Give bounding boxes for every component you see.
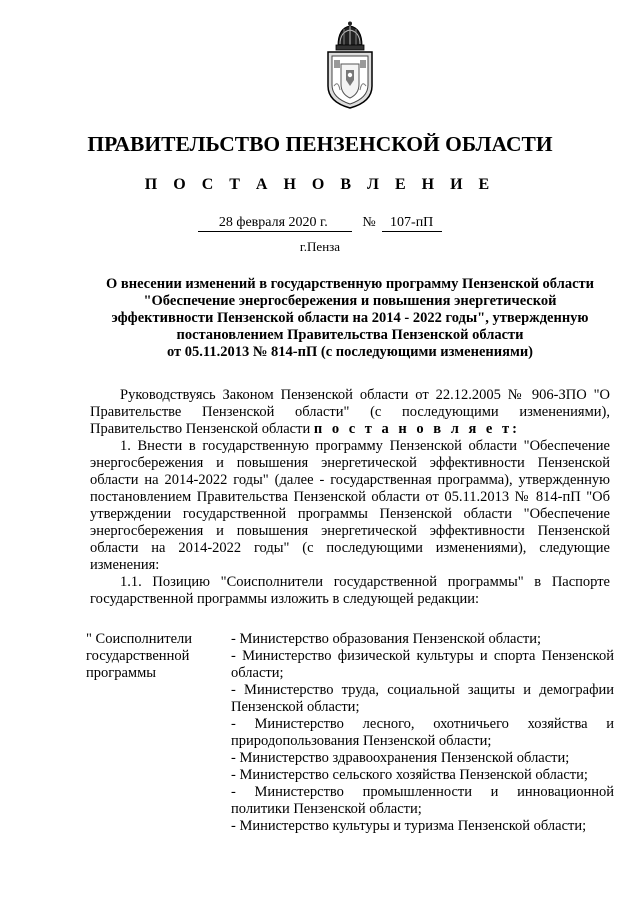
decree-city: г.Пенза	[299, 239, 341, 254]
item-1-1-paragraph: 1.1. Позицию "Соисполнители государственной программы" в Паспорте государственной программы изложить в следующей редакции:	[90, 574, 610, 607]
co-executor-item: - Министерство здравоохранения Пензенской области;	[231, 750, 570, 766]
co-executor-item: - Министерство культуры и туризма Пензенской области;	[231, 818, 587, 834]
co-executor-item: - Министерство лесного, охотничьего хозяйства и природопользования Пензенской области;	[231, 716, 614, 749]
co-executor-item: - Министерство труда, социальной защиты и демографии Пензенской области;	[231, 682, 614, 715]
number-sign: №	[362, 215, 376, 230]
position-label	[86, 631, 226, 682]
coat-of-arms-emblem	[324, 20, 376, 110]
position-label-line: государственной	[86, 648, 190, 664]
preamble-text: Руководствуясь Законом Пензенской области от 22.12.2005 № 906-ЗПО "О Правительстве Пензенской области" (с последующими изменениями), Правительство Пензенской области	[90, 387, 610, 437]
subject-line: О внесении изменений в государственную программу Пензенской области	[105, 276, 594, 292]
preamble-paragraph	[90, 387, 610, 438]
decree-body	[90, 387, 610, 608]
subject-line: "Обеспечение энергосбережения и повышения энергетической	[143, 293, 557, 309]
item-1-paragraph: 1. Внести в государственную программу Пензенской области "Обеспечение энергосбережения и повышения энергетической эффективности Пензенской области на 2014-2022 годы" (далее - государственная программа), утвержденную постановлением Правительства Пензенской области от 05.11.2013 № 814-пП "Об утверждении государственной программы Пензенской области "Обеспечение энергосбережения и повышения энергетической эффективности Пензенской области на 2014-2022 годы" (с последующими изменениями), следующие изменения:	[90, 438, 610, 573]
co-executor-item: - Министерство образования Пензенской области;	[231, 631, 542, 647]
co-executors-list	[231, 631, 614, 835]
organization-title: ПРАВИТЕЛЬСТВО ПЕНЗЕНСКОЙ ОБЛАСТИ	[87, 132, 553, 156]
decree-date: 28 февраля 2020 г.	[198, 215, 352, 232]
co-executor-item: - Министерство промышленности и инновационной политики Пензенской области;	[231, 784, 614, 817]
resolves-emphasis: п о с т а н о в л я е т:	[313, 421, 520, 437]
decree-number: 107-пП	[382, 215, 442, 232]
position-label-line: программы	[86, 665, 156, 681]
co-executor-item: - Министерство физической культуры и спорта Пензенской области;	[231, 648, 614, 681]
subject-line: от 05.11.2013 № 814-пП (с последующими изменениями)	[166, 344, 534, 360]
decree-date-number-line	[0, 215, 640, 232]
position-label-line: " Соисполнители	[86, 631, 193, 647]
subject-line: эффективности Пензенской области на 2014 - 2022 годы", утвержденную	[111, 310, 589, 326]
document-type-heading: П О С Т А Н О В Л Е Н И Е	[144, 176, 496, 193]
subject-line: постановлением Правительства Пензенской области	[176, 327, 524, 343]
decree-subject	[80, 276, 620, 361]
co-executor-item: - Министерство сельского хозяйства Пензенской области;	[231, 767, 588, 783]
